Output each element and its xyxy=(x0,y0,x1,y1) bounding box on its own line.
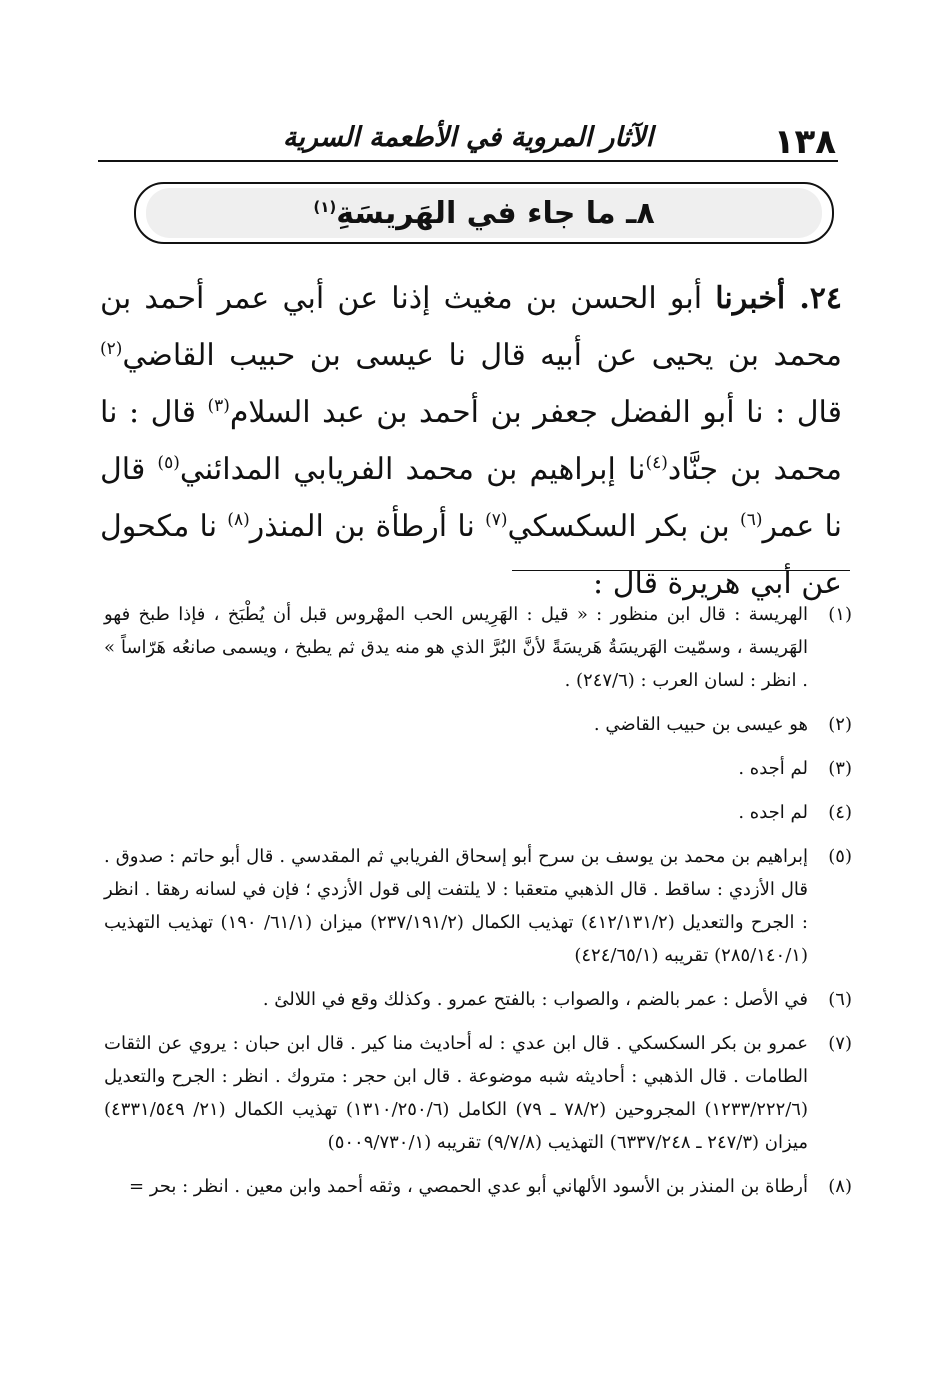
footnote-text: إبراهيم بن محمد بن يوسف بن سرح أبو إسحاق الفريابي ثم المقدسي . قال أبو حاتم : صدوق . قال الأزدي : ساقط . قال الذهبي متعقبا : لا يلتفت إلى قول الأزدي ؛ فإن في لسانه رهقا . انظر : الجرح والتعديل (٤١٢/١٣١/٢) تهذيب الكمال (٢٣٧/١٩١/٢) ميزان (٦١/١/ ١٩٠) تهذيب التهذيب (٢٨٥/١٤٠/١) تقريبه (٤٢٤/٦٥/١) xyxy=(104,846,808,966)
footnote-divider xyxy=(512,570,850,571)
hadith-text xyxy=(100,270,842,612)
text-segment: نا إبراهيم بن محمد الفريابي المدائني xyxy=(179,452,646,487)
footnote-number: (٨) xyxy=(828,1176,852,1197)
footnote-text: عمرو بن بكر السكسكي . قال ابن عدي : له أحاديث منا كير . قال ابن حبان : يروي عن الثقات الطامات . قال الذهبي : أحاديثه شبه موضوعة . قال ابن حجر : متروك . انظر : الجرح والتعديل (١٢٣٣/٢٢٢/٦) المجروحين (٧٨/٢ ـ ٧٩) الكامل (١٣١٠/٢٥٠/٦) تهذيب الكمال (٢١/ ٤٣٣١/٥٤٩) ميزان (٢٤٧/٣ ـ ٦٣٣٧/٢٤٨) التهذيب (٩/٧/٨) تقريبه (٥٠٠٩/٧٣٠/١) xyxy=(104,1033,809,1153)
footnote xyxy=(104,752,852,785)
footnote-number: (٥) xyxy=(828,846,852,867)
running-title: الآثار المروية في الأطعمة السرية xyxy=(282,122,654,153)
footnote xyxy=(104,983,852,1016)
footnote-ref: (٦) xyxy=(740,510,763,530)
footnote-text: لم أجده . xyxy=(738,758,808,779)
chapter-heading-text: ٨ـ ما جاء في الهَريسَةِ xyxy=(336,195,655,231)
footnote xyxy=(104,796,852,829)
footnote xyxy=(104,840,852,972)
footnote-ref: (٣) xyxy=(207,396,230,416)
footnote-number: (٧) xyxy=(828,1033,852,1054)
footnote xyxy=(104,1027,852,1159)
footnote xyxy=(104,1170,852,1203)
text-segment: قال : نا محمد بن جنَّاد xyxy=(100,395,842,487)
footnote-ref: (٢) xyxy=(100,339,123,359)
footnote-number: (١) xyxy=(828,604,852,625)
footnotes-section xyxy=(104,598,852,1214)
footnote xyxy=(104,598,852,697)
page-number: ١٣٨ xyxy=(773,122,836,162)
footnote-ref: (١) xyxy=(313,197,337,216)
footnote-number: (٦) xyxy=(828,989,852,1010)
footnote-ref: (٨) xyxy=(227,510,250,530)
page-header xyxy=(98,108,838,160)
chapter-heading xyxy=(313,196,654,231)
chapter-heading-box xyxy=(134,182,834,244)
footnote-number: (٢) xyxy=(828,714,852,735)
footnote-text: أرطاة بن المنذر بن الأسود الألهاني أبو عدي الحمصي ، وثقه أحمد وابن معين . انظر : بحر = xyxy=(129,1176,808,1197)
footnote-ref: (٤) xyxy=(645,453,668,473)
header-divider xyxy=(98,160,838,162)
chapter-heading-frame xyxy=(146,188,822,238)
text-segment: قال نا عمر xyxy=(100,452,843,544)
footnote-number: (٣) xyxy=(828,758,852,779)
footnote-text: في الأصل : عمر بالضم ، والصواب : بالفتح عمرو . وكذلك وقع في اللالئ . xyxy=(262,989,808,1010)
footnote-ref: (٥) xyxy=(157,453,180,473)
text-segment: قال : نا أبو الفضل جعفر بن أحمد بن عبد السلام xyxy=(229,395,843,430)
text-segment: أبو الحسن بن مغيث إذنا عن أبي عمر أحمد بن محمد بن يحيى عن أبيه قال نا عيسى بن حبيب القاضي xyxy=(100,281,842,373)
text-segment: نا مكحول عن أبي هريرة قال : xyxy=(100,509,842,601)
footnote-text: الهريسة : قال ابن منظور : « قيل : الهَرِيس الحب المهْروس قبل أن يُطْبَخ ، فإذا طبخ فهو الهَريسة ، وسمّيت الهَريسَةُ هَريسَةً لأنَّ البُرَّ الذي هو منه يدق ثم يطبخ ، ويسمى صانعُه هَرّاساً » . انظر : لسان العرب : (٢٤٧/٦) . xyxy=(104,604,808,691)
footnote-text: لم اجده . xyxy=(738,802,808,823)
text-segment: نا أرطأة بن المنذر xyxy=(249,509,486,544)
text-segment: بن بكر السكسكي xyxy=(507,509,741,544)
footnote-number: (٤) xyxy=(828,802,852,823)
footnote-ref: (٧) xyxy=(485,510,508,530)
footnote-text: هو عيسى بن حبيب القاضي . xyxy=(593,714,808,735)
hadith-number-lead: ٢٤. أخبرنا xyxy=(715,281,842,316)
footnote xyxy=(104,708,852,741)
